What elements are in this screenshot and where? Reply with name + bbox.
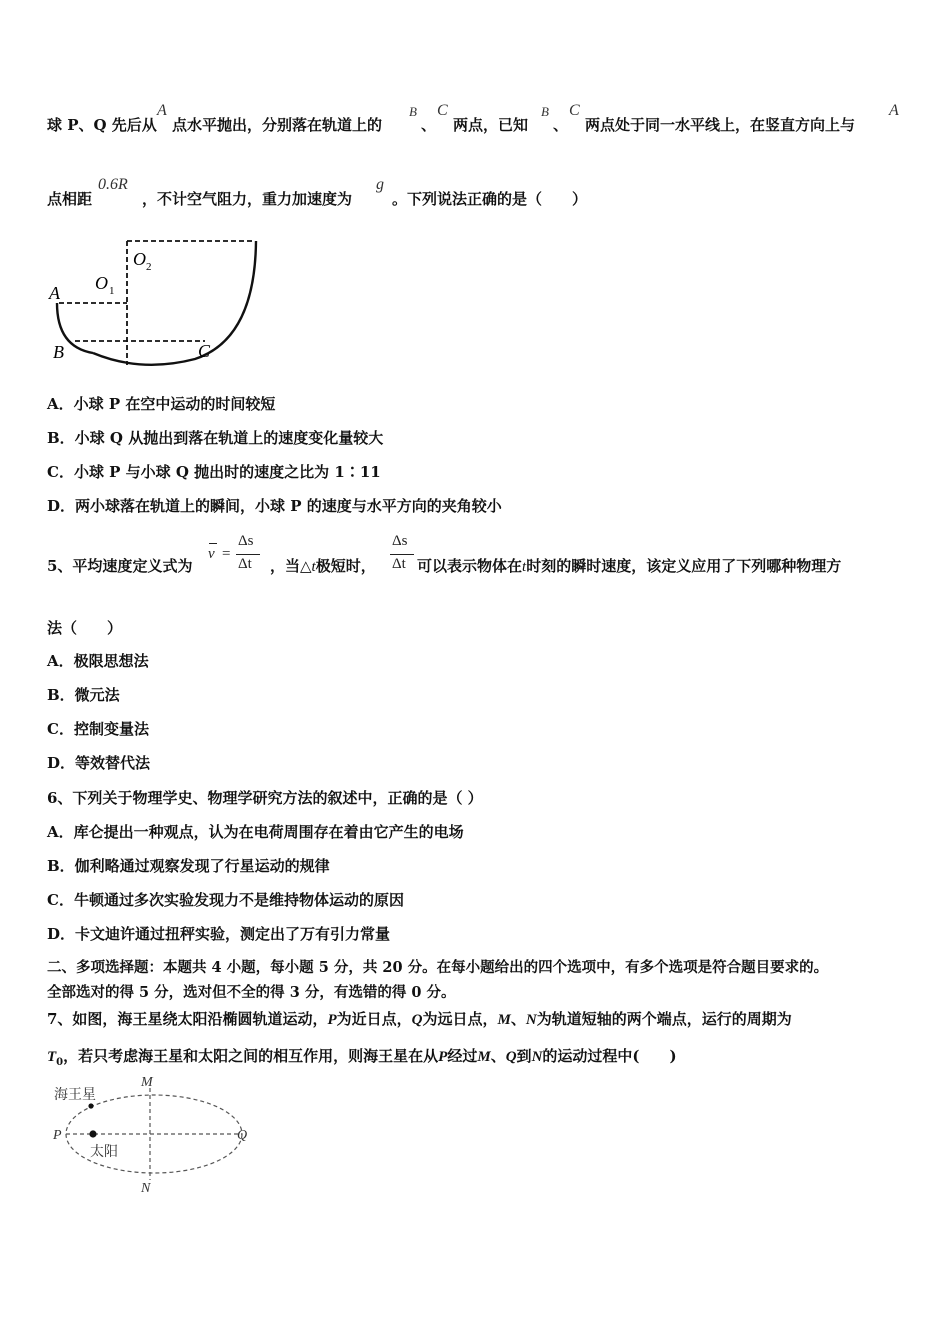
label-O1: O [95, 273, 108, 293]
q4-distance: 0.6R [98, 176, 128, 193]
label-sun: 太阳 [90, 1145, 118, 1160]
q5-option-c[interactable]: C．控制变量法 [47, 720, 149, 738]
label-P: P [53, 1128, 62, 1143]
q4-track-figure [45, 235, 265, 375]
q4-stem-line1-d: 两点处于同一水平线上，在竖直方向上与 [585, 116, 856, 134]
label-Q: Q [237, 1128, 248, 1143]
q4-var-A: A [157, 102, 167, 119]
q5-option-d[interactable]: D．等效替代法 [47, 754, 151, 772]
label-O1-sub: 1 [109, 285, 115, 297]
q5-denominator2: Δt [392, 556, 406, 572]
sun-dot [89, 1130, 96, 1137]
q5-stem-line2: 法（ ） [47, 619, 123, 637]
q4-var-C2: C [569, 102, 580, 119]
label-N: N [141, 1181, 151, 1196]
q5-equals: = [222, 546, 231, 562]
section2-heading-line2: 全部选对的得 5 分，选对但不全的得 3 分，有选错的得 0 分。 [47, 984, 456, 1001]
fraction-bar-2 [390, 554, 414, 555]
q4-var-A2: A [889, 102, 899, 119]
label-B: B [53, 342, 64, 362]
q4-sep: 、 [421, 116, 437, 134]
q5-numerator2: Δs [392, 533, 408, 549]
q6-option-a[interactable]: A．库仑提出一种观点，认为在电荷周围存在着由它产生的电场 [47, 823, 464, 841]
fraction-bar-1 [236, 554, 260, 555]
q6-option-b[interactable]: B．伽利略通过观察发现了行星运动的规律 [47, 857, 330, 875]
q7-orbit-figure [48, 1074, 258, 1196]
q4-option-a[interactable]: A．小球 P 在空中运动的时间较短 [47, 395, 276, 413]
q4-var-C: C [437, 102, 448, 119]
q5-option-b[interactable]: B．微元法 [47, 686, 120, 704]
label-M: M [141, 1075, 153, 1090]
label-O2-sub: 2 [146, 261, 152, 273]
q4-var-B2: B [541, 104, 549, 119]
q7-stem-line1: 7、如图，海王星绕太阳沿椭圆轨道运动，P为近日点，Q为远日点，M、N为轨道短轴的两个端点，运行的周期为 [47, 1010, 792, 1028]
label-C: C [198, 341, 211, 361]
q5-denominator: Δt [238, 556, 252, 572]
q6-option-d[interactable]: D．卡文迪许通过扭秤实验，测定出了万有引力常量 [47, 925, 391, 943]
q4-stem-line2-c: 。下列说法正确的是（ ） [392, 190, 588, 208]
q5-stem-b: ，当△t极短时， [270, 557, 376, 575]
q5-numerator: Δs [238, 533, 254, 549]
label-A: A [49, 283, 60, 303]
neptune-dot [88, 1103, 93, 1108]
q5-option-a[interactable]: A．极限思想法 [47, 652, 149, 670]
q4-option-c[interactable]: C．小球 P 与小球 Q 抛出时的速度之比为 1∶11 [47, 463, 381, 481]
q5-stem-c: 可以表示物体在t时刻的瞬时速度，该定义应用了下列哪种物理方 [417, 557, 842, 575]
q4-stem-line1-c: 两点，已知 [453, 116, 529, 134]
q4-var-g: g [376, 176, 384, 193]
section2-heading-line1: 二、多项选择题：本题共 4 小题，每小题 5 分，共 20 分。在每小题给出的四个选项中，有多个选项是符合题目要求的。 [47, 959, 829, 976]
q4-stem-line1-b: 点水平抛出，分别落在轨道上的 [172, 116, 383, 134]
vbar-overline [209, 543, 217, 544]
q5-vbar: v [208, 546, 215, 562]
q6-stem: 6、下列关于物理学史、物理学研究方法的叙述中，正确的是（ ） [47, 789, 483, 807]
label-neptune: 海王星 [54, 1088, 96, 1103]
q4-stem-line2-b: ，不计空气阻力，重力加速度为 [142, 190, 353, 208]
q4-sep2: 、 [553, 116, 569, 134]
q6-option-c[interactable]: C．牛顿通过多次实验发现力不是维持物体运动的原因 [47, 891, 404, 909]
q4-var-B: B [409, 104, 417, 119]
q7-stem-line2: $T_0$，若只考虑海王星和太阳之间的相互作用，则海王星在从P经过M、Q到N的运动过程中( ) [47, 1047, 677, 1068]
label-O2: O [133, 249, 146, 269]
q4-stem-line1: 球 P、Q 先后从 [47, 116, 157, 134]
q4-option-d[interactable]: D．两小球落在轨道上的瞬间，小球 P 的速度与水平方向的夹角较小 [47, 497, 502, 515]
q5-stem-a: 5、平均速度定义式为 [47, 557, 193, 575]
q4-option-b[interactable]: B．小球 Q 从抛出到落在轨道上的速度变化量较大 [47, 429, 384, 447]
q4-stem-line2: 点相距 [47, 190, 93, 208]
